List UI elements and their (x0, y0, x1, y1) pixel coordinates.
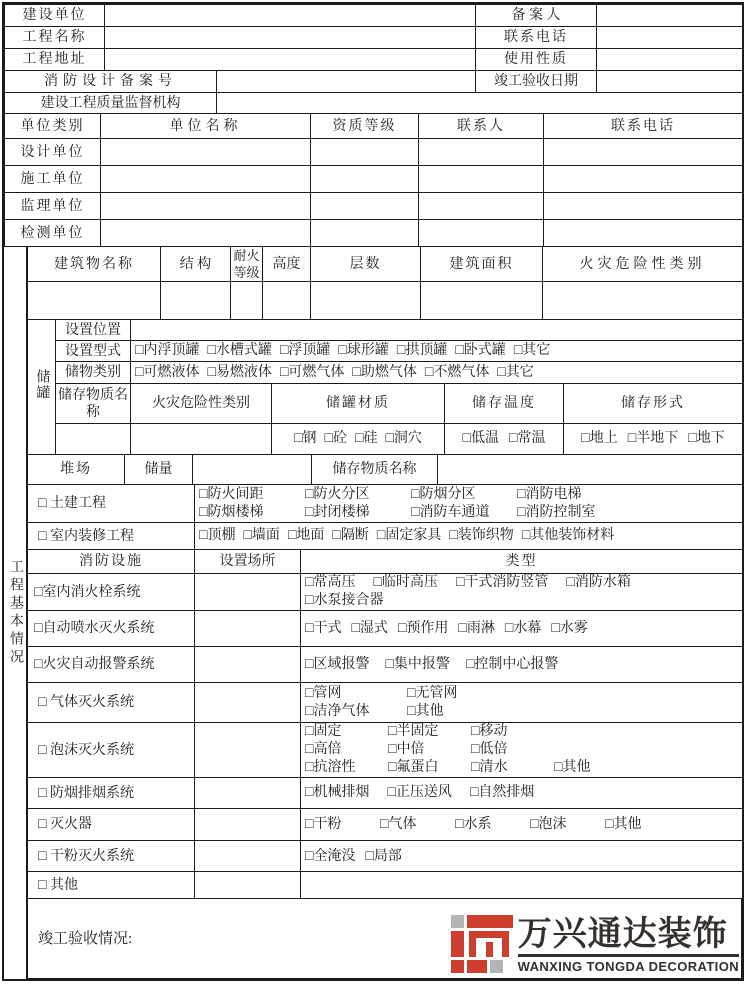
checkbox-option[interactable]: □高倍 (305, 742, 342, 757)
facilities-header-row (28, 550, 743, 574)
checkbox-option[interactable]: □硅 (355, 431, 378, 446)
checkbox-option[interactable]: □消防水箱 (566, 575, 631, 590)
supervision-unit-phone[interactable] (544, 193, 743, 220)
other-facility-options-cell[interactable] (301, 872, 743, 899)
option-line (305, 574, 738, 592)
tank-material-options-cell (272, 424, 445, 455)
checkbox-option[interactable]: □抗溶性 (305, 760, 356, 775)
gas-system-options-cell (301, 683, 743, 723)
checkbox-option[interactable]: □洁净气体 (305, 703, 370, 719)
completion-date-label: 竣工验收日期 (476, 71, 597, 93)
option-line (305, 848, 738, 866)
dry-powder-system-place[interactable] (195, 841, 301, 872)
logo-english-name: WANXING TONGDA DECORATION (517, 959, 739, 974)
foam-system-place[interactable] (195, 723, 301, 778)
checkbox-option[interactable]: □拱顶罐 (396, 343, 448, 358)
checkbox-option[interactable]: □卧式罐 (455, 343, 506, 358)
option-line (305, 703, 738, 721)
design-unit-qualification[interactable] (311, 139, 419, 166)
floors-header: 层数 (311, 247, 421, 282)
option-line (199, 486, 738, 504)
qualification-header: 资质等级 (311, 114, 419, 139)
row-supervision-unit (5, 193, 743, 220)
unit-category-header: 单位类别 (5, 114, 101, 139)
testing-unit-contact[interactable] (419, 220, 544, 247)
quality-supervision-value[interactable] (217, 93, 743, 114)
checkbox-option[interactable]: □清水 (471, 760, 508, 775)
checkbox-option[interactable]: □临时高压 (373, 575, 438, 590)
logo-red-left-bar (451, 931, 464, 957)
checkbox-option[interactable]: □中倍 (388, 742, 425, 757)
construction-company-contact[interactable] (419, 166, 544, 193)
yard-table (27, 454, 743, 485)
checkbox-option[interactable]: □其它 (497, 364, 534, 380)
checkbox-option[interactable]: □水幕 (504, 620, 542, 636)
gas-system-row (28, 683, 743, 723)
tank-substance-value[interactable] (56, 424, 131, 455)
row-design-unit (5, 139, 743, 166)
civil-works-checkbox-label[interactable]: □ 土建工程 (28, 485, 195, 523)
side-label-col (4, 246, 27, 979)
logo-red-top-bar (467, 915, 513, 928)
checkbox-option[interactable]: □干式消防竖管 (455, 575, 549, 590)
supervision-unit-label: 监理单位 (5, 193, 101, 220)
checkbox-option[interactable]: □雨淋 (458, 620, 495, 636)
other-facility-place[interactable] (195, 872, 301, 899)
checkbox-option[interactable]: □集中报警 (385, 656, 450, 672)
smoke-system-options-cell (301, 778, 743, 809)
checkbox-option[interactable]: □半固定 (388, 724, 439, 739)
testing-unit-label: 检测单位 (5, 220, 101, 247)
checkbox-option[interactable]: □低温 (462, 431, 499, 446)
logo-text (518, 915, 739, 975)
checkbox-option[interactable]: □消防电梯 (517, 486, 582, 502)
form-sheet (2, 2, 744, 981)
wanxing-logo-icon (451, 915, 513, 973)
extinguisher-place[interactable] (195, 809, 301, 841)
usage-nature-label: 使用性质 (476, 49, 597, 71)
checkbox-option[interactable]: □移动 (471, 724, 508, 739)
building-name-header: 建筑物名称 (28, 247, 161, 282)
supervision-unit-contact[interactable] (419, 193, 544, 220)
testing-unit-phone[interactable] (544, 220, 743, 247)
tank-location-row (28, 320, 743, 341)
tank-temp-label: 储存温度 (445, 384, 564, 424)
construction-company-phone[interactable] (544, 166, 743, 193)
checkbox-option[interactable]: □自然排烟 (469, 785, 535, 800)
tank-class-label: 储物类别 (56, 362, 131, 384)
fire-alarm-system-options-cell (301, 647, 743, 683)
logo-chinese-name: 万兴通达装饰 (517, 915, 728, 953)
hydrant-system-checkbox-label[interactable]: □室内消火栓系统 (28, 574, 195, 611)
tank-type-row (28, 341, 743, 362)
project-address-value[interactable] (105, 49, 476, 71)
hydrant-system-options-cell (301, 574, 743, 611)
fire-resistance-header: 耐火等级 (231, 247, 263, 282)
option-line (135, 342, 738, 360)
construction-unit-value[interactable] (105, 5, 476, 27)
checkbox-option[interactable]: □防烟楼梯 (199, 504, 264, 520)
yard-amount-label: 储量 (125, 455, 193, 485)
checkbox-option[interactable]: □地上 (581, 431, 618, 446)
fire-resistance-value[interactable] (231, 282, 263, 320)
building-name-value[interactable] (28, 282, 161, 320)
works-table (27, 484, 743, 550)
project-address-label: 工程地址 (5, 49, 105, 71)
checkbox-option[interactable]: □机械排烟 (305, 785, 370, 800)
tank-substance-label: 储存物质名称 (56, 384, 131, 424)
logo-red-bottom-block2 (467, 960, 487, 973)
units-header-row (5, 114, 743, 139)
fire-design-filing-label: 消防设计备案号 (5, 71, 217, 93)
row-project-address (5, 49, 743, 71)
filer-label: 备 案 人 (476, 5, 597, 27)
design-unit-name[interactable] (101, 139, 311, 166)
project-name-label: 工程名称 (5, 27, 105, 49)
tank-form-label: 储存形式 (564, 384, 743, 424)
checkbox-option[interactable]: □预作用 (397, 620, 449, 636)
project-basic-side-label: 工程基本情况 (8, 558, 23, 667)
smoke-system-place[interactable] (195, 778, 301, 809)
floors-value[interactable] (311, 282, 421, 320)
yard-amount-value[interactable] (193, 455, 312, 485)
tank-class-row (28, 362, 743, 384)
checkbox-option[interactable]: □墙面 (243, 528, 280, 543)
design-unit-contact[interactable] (419, 139, 544, 166)
checkbox-option[interactable]: □正压送风 (387, 785, 452, 800)
dry-powder-system-checkbox-label[interactable]: □ 干粉灭火系统 (28, 841, 195, 872)
foam-system-row (28, 723, 743, 778)
tank-type-options-cell (131, 341, 743, 362)
gas-system-place[interactable] (195, 683, 301, 723)
construction-company-qualification[interactable] (311, 166, 419, 193)
tank-side-label-cell (28, 320, 56, 455)
option-line (305, 620, 738, 638)
type-header: 类型 (301, 550, 743, 574)
height-header: 高度 (263, 247, 311, 282)
usage-nature-value[interactable] (597, 49, 743, 71)
logo-red-bottom-block1 (451, 960, 464, 973)
decoration-works-options-cell (195, 523, 743, 550)
design-unit-label: 设计单位 (5, 139, 101, 166)
top-info-table (4, 4, 743, 114)
fire-alarm-system-row (28, 647, 743, 683)
option-line (449, 430, 559, 448)
sprinkler-system-checkbox-label[interactable]: □自动喷水灭火系统 (28, 611, 195, 647)
extinguisher-options-cell (301, 809, 743, 841)
checkbox-option[interactable]: □常高压 (305, 575, 356, 590)
yard-substance-value[interactable] (438, 455, 743, 485)
tank-hazard-value[interactable] (131, 424, 272, 455)
checkbox-option[interactable]: □其它 (513, 343, 551, 358)
checkbox-option[interactable]: □气体 (380, 816, 417, 832)
checkbox-option[interactable]: □防火分区 (305, 486, 370, 502)
checkbox-option[interactable]: □可燃液体 (135, 364, 200, 380)
option-line (305, 685, 738, 703)
row-project-name (5, 27, 743, 49)
completion-date-value[interactable] (597, 71, 743, 93)
yard-label: 堆场 (28, 455, 125, 485)
sprinkler-system-options-cell (301, 611, 743, 647)
checkbox-option[interactable]: □固定家具 (376, 528, 442, 543)
row-testing-unit (5, 220, 743, 247)
checkbox-option[interactable]: □其他 (554, 760, 591, 775)
checkbox-option[interactable]: □控制中心报警 (465, 656, 559, 672)
checkbox-option[interactable]: □干粉 (305, 816, 342, 832)
checkbox-option[interactable]: □水泵接合器 (305, 593, 384, 608)
option-line (199, 504, 738, 522)
option-line (305, 784, 738, 802)
contact-person-header: 联系人 (419, 114, 544, 139)
extinguisher-checkbox-label[interactable]: □ 灭火器 (28, 809, 195, 841)
checkbox-option[interactable]: □隔断 (332, 528, 369, 543)
tank-material-label: 储罐材质 (272, 384, 445, 424)
checkbox-option[interactable]: □其他装饰材料 (521, 528, 615, 543)
wanxing-logo (451, 915, 739, 975)
building-header-row (28, 247, 743, 282)
foam-system-checkbox-label[interactable]: □ 泡沫灭火系统 (28, 723, 195, 778)
checkbox-option[interactable]: □浮顶罐 (279, 343, 331, 358)
yard-row (28, 455, 743, 485)
acceptance-table (27, 898, 742, 979)
other-facility-row (28, 872, 743, 899)
tank-side-label: 储罐 (34, 368, 50, 401)
unit-name-header: 单位名称 (101, 114, 311, 139)
height-value[interactable] (263, 282, 311, 320)
decoration-works-row (28, 523, 743, 550)
checkbox-option[interactable]: □常温 (509, 431, 546, 446)
row-fire-design-filing (5, 71, 743, 93)
place-header: 设置场所 (195, 550, 301, 574)
structure-header: 结 构 (161, 247, 231, 282)
checkbox-option[interactable]: □钢 (294, 431, 317, 446)
acceptance-cell[interactable] (28, 899, 742, 979)
option-line (305, 741, 738, 759)
row-construction-unit (5, 5, 743, 27)
construction-company-label: 施工单位 (5, 166, 101, 193)
tank-value-row (28, 424, 743, 455)
checkbox-option[interactable]: □洞穴 (385, 431, 422, 446)
option-line (305, 592, 738, 610)
checkbox-option[interactable]: □干式 (305, 620, 342, 636)
other-facility-checkbox-label[interactable]: □ 其他 (28, 872, 195, 899)
project-basic-section (4, 246, 742, 979)
checkbox-option[interactable]: □水系 (455, 816, 492, 832)
smoke-system-row (28, 778, 743, 809)
contact-phone-value[interactable] (597, 27, 743, 49)
checkbox-option[interactable]: □消防车通道 (411, 504, 490, 520)
checkbox-option[interactable]: □助燃气体 (352, 364, 417, 380)
logo-divider (518, 954, 739, 957)
construction-company-name[interactable] (101, 166, 311, 193)
decoration-works-checkbox-label[interactable]: □ 室内装修工程 (28, 523, 195, 550)
checkbox-option[interactable]: □防火间距 (199, 486, 264, 502)
building-value-row (28, 282, 743, 320)
checkbox-option[interactable]: □地下 (688, 431, 725, 446)
yard-substance-label: 储存物质名称 (312, 455, 438, 485)
supervision-unit-qualification[interactable] (311, 193, 419, 220)
checkbox-option[interactable]: □水雾 (551, 620, 588, 636)
checkbox-option[interactable]: □全淹没 (305, 849, 356, 864)
dry-powder-system-options-cell (301, 841, 743, 872)
checkbox-option[interactable]: □低倍 (471, 742, 508, 757)
facilities-table (27, 549, 743, 899)
checkbox-option[interactable]: □可燃气体 (279, 364, 345, 380)
checkbox-option[interactable]: □管网 (305, 685, 342, 701)
checkbox-option[interactable]: □半地下 (627, 431, 679, 446)
logo-hook-stroke (486, 942, 493, 957)
sprinkler-system-place[interactable] (195, 611, 301, 647)
checkbox-option[interactable]: □不燃气体 (424, 364, 490, 380)
tank-hazard-label: 火灾危险性类别 (131, 384, 272, 424)
tank-location-value[interactable] (131, 320, 743, 341)
testing-unit-name[interactable] (101, 220, 311, 247)
checkbox-option[interactable]: □砼 (324, 431, 347, 446)
supervision-unit-name[interactable] (101, 193, 311, 220)
checkbox-option[interactable]: □易燃液体 (207, 364, 272, 380)
checkbox-option[interactable]: □防烟分区 (411, 486, 476, 502)
acceptance-row (28, 899, 742, 979)
option-line (305, 656, 738, 674)
tank-location-label: 设置位置 (56, 320, 131, 341)
structure-value[interactable] (161, 282, 231, 320)
option-line (305, 723, 738, 741)
checkbox-option[interactable]: □封闭楼梯 (305, 504, 370, 520)
row-construction-company (5, 166, 743, 193)
quality-supervision-label: 建设工程质量监督机构 (5, 93, 217, 114)
contact-phone-label: 联系电话 (476, 27, 597, 49)
fire-alarm-system-checkbox-label[interactable]: □火灾自动报警系统 (28, 647, 195, 683)
hydrant-system-row (28, 574, 743, 611)
option-line (305, 759, 738, 777)
tank-subheader-row (28, 384, 743, 424)
design-unit-phone[interactable] (544, 139, 743, 166)
filer-value[interactable] (597, 5, 743, 27)
tank-class-options-cell (131, 362, 743, 384)
option-line (276, 430, 440, 448)
project-name-value[interactable] (105, 27, 476, 49)
construction-unit-label: 建设单位 (5, 5, 105, 27)
option-line (305, 816, 738, 834)
gas-system-checkbox-label[interactable]: □ 气体灭火系统 (28, 683, 195, 723)
option-line (568, 430, 738, 448)
row-quality-supervision (5, 93, 743, 114)
hydrant-system-place[interactable] (195, 574, 301, 611)
units-table (4, 113, 743, 247)
checkbox-option[interactable]: □局部 (365, 849, 402, 864)
checkbox-option[interactable]: □水槽式罐 (207, 343, 272, 358)
checkbox-option[interactable]: □氟蛋白 (388, 760, 439, 775)
checkbox-option[interactable]: □固定 (305, 724, 342, 739)
fire-alarm-system-place[interactable] (195, 647, 301, 683)
option-line (135, 364, 738, 382)
building-table (27, 246, 743, 320)
extinguisher-row (28, 809, 743, 841)
checkbox-option[interactable]: □泡沫 (530, 816, 567, 832)
fire-design-filing-value[interactable] (217, 71, 476, 93)
facility-header: 消防设施 (28, 550, 195, 574)
logo-gray-top-block (451, 915, 464, 928)
checkbox-option[interactable]: □区域报警 (305, 656, 370, 672)
building-area-value[interactable] (421, 282, 543, 320)
checkbox-option[interactable]: □湿式 (351, 620, 388, 636)
option-line (199, 527, 738, 545)
checkbox-option[interactable]: □无管网 (407, 685, 458, 701)
checkbox-option[interactable]: □地面 (287, 528, 325, 543)
smoke-system-checkbox-label[interactable]: □ 防烟排烟系统 (28, 778, 195, 809)
checkbox-option[interactable]: □内浮顶罐 (135, 343, 200, 358)
storage-tank-table (27, 319, 743, 455)
checkbox-option[interactable]: □球形罐 (338, 343, 389, 358)
foam-system-options-cell (301, 723, 743, 778)
fire-hazard-class-header: 火灾危险性类别 (543, 247, 743, 282)
acceptance-label: 竣工验收情况: (38, 931, 133, 947)
checkbox-option[interactable]: □其他 (605, 816, 642, 832)
tank-form-options-cell (564, 424, 743, 455)
building-area-header: 建筑面积 (421, 247, 543, 282)
checkbox-option[interactable]: □消防控制室 (517, 504, 596, 520)
civil-works-options-cell (195, 485, 743, 523)
logo-gray-bottom-block (490, 960, 503, 973)
tank-type-label: 设置型式 (56, 341, 131, 362)
checkbox-option[interactable]: □其他 (407, 703, 444, 719)
checkbox-option[interactable]: □装饰织物 (449, 528, 514, 543)
checkbox-option[interactable]: □顶棚 (199, 528, 236, 543)
testing-unit-qualification[interactable] (311, 220, 419, 247)
civil-works-row (28, 485, 743, 523)
dry-powder-system-row (28, 841, 743, 872)
fire-hazard-class-value[interactable] (543, 282, 743, 320)
sprinkler-system-row (28, 611, 743, 647)
phone-header: 联系电话 (544, 114, 743, 139)
tank-temp-options-cell (445, 424, 564, 455)
